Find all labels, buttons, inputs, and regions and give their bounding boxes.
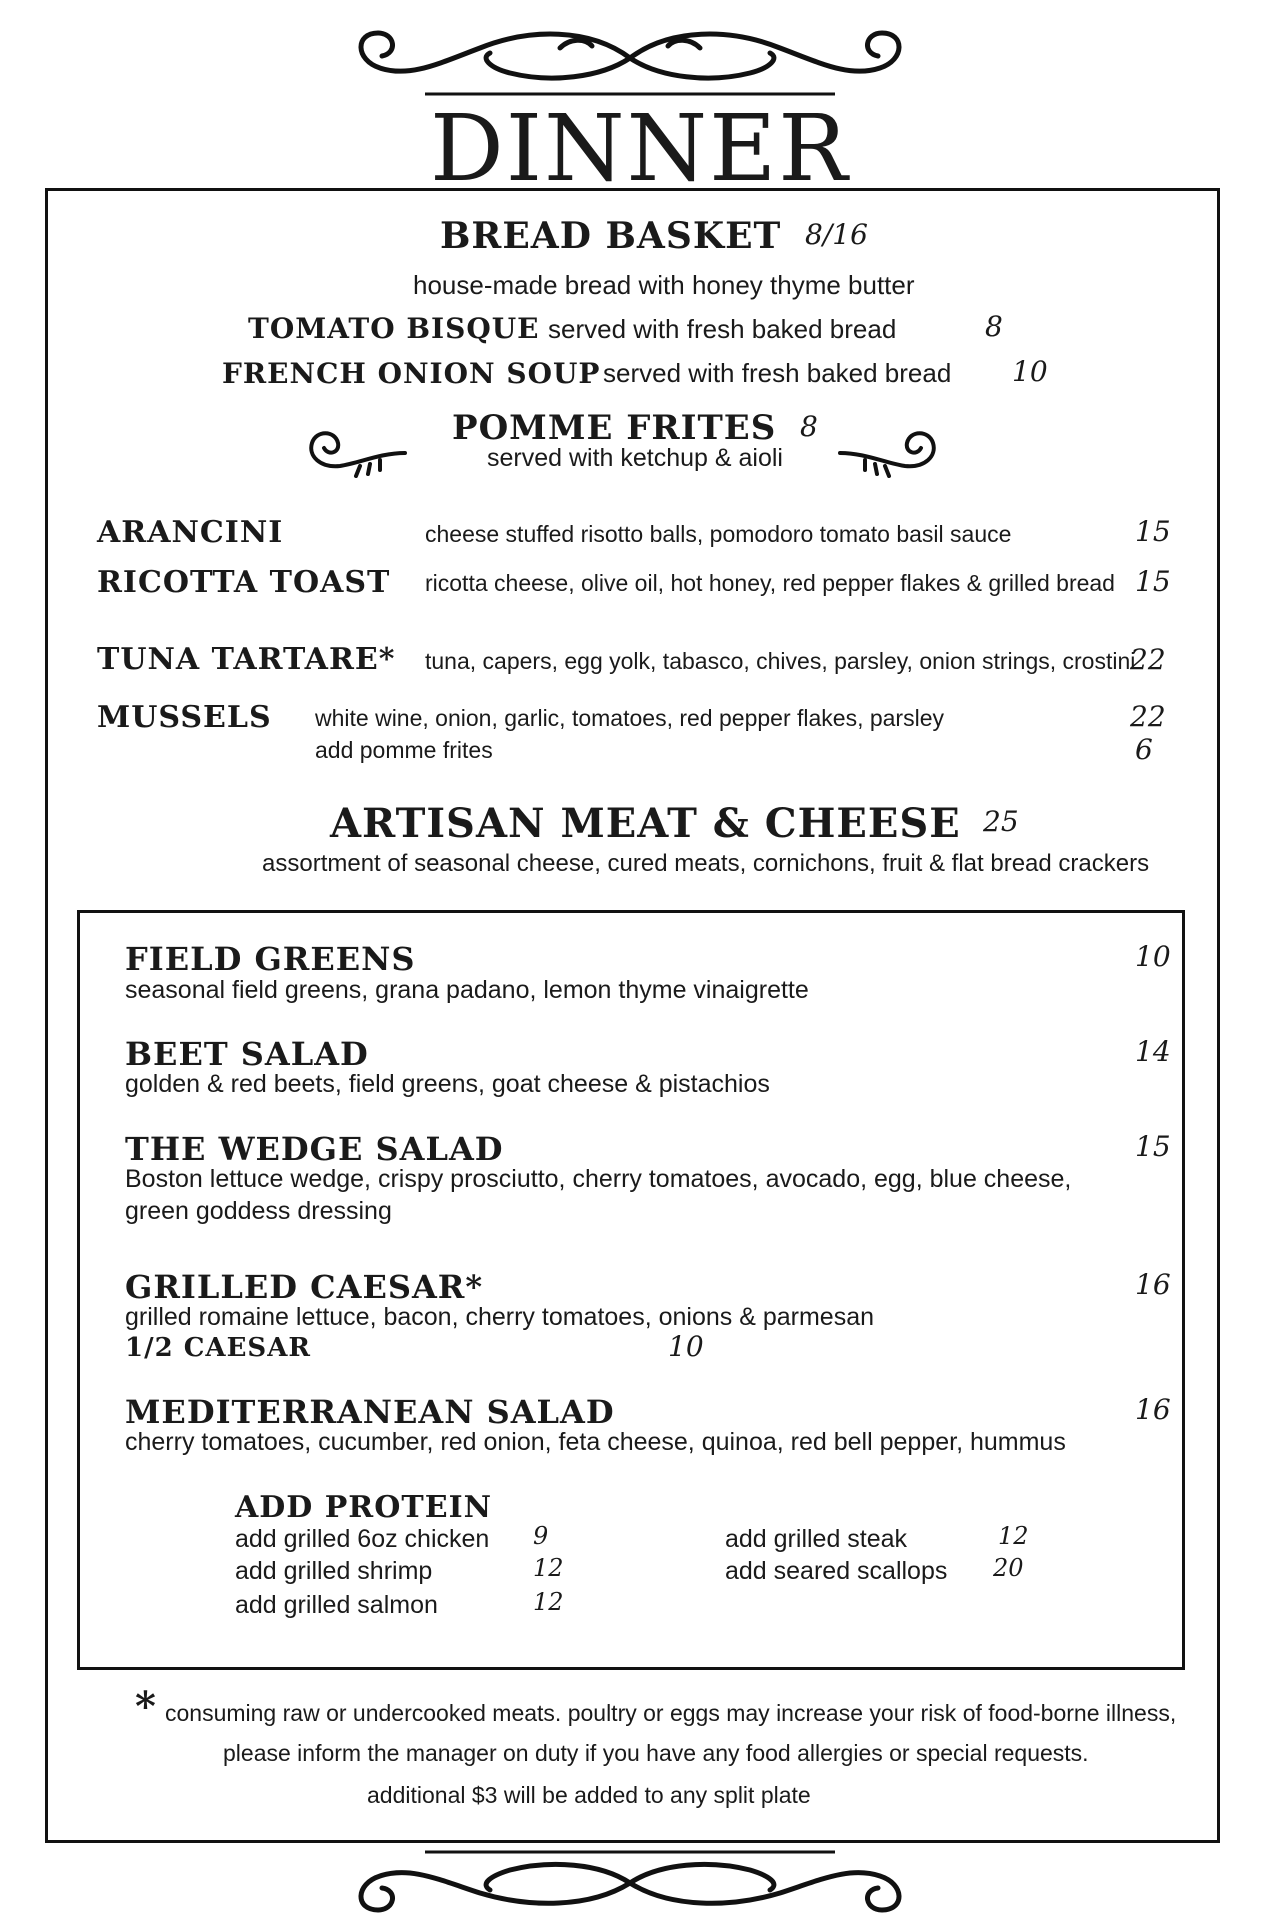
wedge-salad-price: 15 <box>1135 1130 1171 1163</box>
wedge-salad-desc-1: Boston lettuce wedge, crispy prosciutto, cherry tomatoes, avocado, egg, blue cheese, <box>125 1165 1072 1193</box>
bottom-ornament <box>330 1848 930 1918</box>
french-onion-name: FRENCH ONION SOUP <box>222 357 601 390</box>
footer-line-3: additional $3 will be added to any split plate <box>367 1782 811 1808</box>
ricotta-toast-desc: ricotta cheese, olive oil, hot honey, red pepper flakes & grilled bread <box>425 570 1115 596</box>
protein-steak: add grilled steak <box>725 1525 908 1553</box>
protein-chicken: add grilled 6oz chicken <box>235 1525 490 1553</box>
beet-salad-name: BEET SALAD <box>125 1035 369 1073</box>
artisan-price: 25 <box>983 805 1019 838</box>
wedge-salad-desc-2: green goddess dressing <box>125 1197 392 1225</box>
protein-shrimp-price: 12 <box>533 1554 564 1582</box>
tomato-bisque-price: 8 <box>985 310 1003 343</box>
field-greens-name: FIELD GREENS <box>125 940 416 978</box>
french-onion-desc: served with fresh baked bread <box>603 358 952 388</box>
arancini-price: 15 <box>1135 515 1171 548</box>
field-greens-price: 10 <box>1135 940 1171 973</box>
left-flourish <box>300 418 410 478</box>
bread-basket-price: 8/16 <box>805 218 868 251</box>
pomme-frites-name: POMME FRITES <box>452 408 777 448</box>
caesar-desc: grilled romaine lettuce, bacon, cherry tomatoes, onions & parmesan <box>125 1303 874 1331</box>
ricotta-toast-name: RICOTTA TOAST <box>97 565 391 600</box>
tuna-tartare-price: 22 <box>1130 643 1166 676</box>
add-protein-title: ADD PROTEIN <box>235 1490 493 1525</box>
mediterranean-price: 16 <box>1135 1393 1171 1426</box>
footer-line-2: please inform the manager on duty if you have any food allergies or special requests. <box>223 1740 1089 1766</box>
bread-basket-name: BREAD BASKET <box>440 215 782 257</box>
arancini-desc: cheese stuffed risotto balls, pomodoro tomato basil sauce <box>425 521 1012 547</box>
mediterranean-desc: cherry tomatoes, cucumber, red onion, feta cheese, quinoa, red bell pepper, hummus <box>125 1428 1066 1456</box>
mussels-name: MUSSELS <box>97 700 272 735</box>
protein-salmon: add grilled salmon <box>235 1591 438 1619</box>
protein-salmon-price: 12 <box>533 1588 564 1616</box>
caesar-price: 16 <box>1135 1268 1171 1301</box>
protein-steak-price: 12 <box>998 1522 1029 1550</box>
protein-chicken-price: 9 <box>533 1522 549 1550</box>
footer-asterisk: * <box>135 1683 156 1730</box>
french-onion-price: 10 <box>1012 355 1048 388</box>
pomme-frites-price: 8 <box>800 410 818 443</box>
beet-salad-price: 14 <box>1135 1035 1171 1068</box>
top-ornament <box>330 18 930 98</box>
tomato-bisque-name: TOMATO BISQUE <box>248 312 540 345</box>
half-caesar-name: 1/2 CAESAR <box>125 1333 311 1363</box>
half-caesar-price: 10 <box>668 1330 704 1363</box>
caesar-name: GRILLED CAESAR* <box>125 1268 484 1306</box>
bread-basket-desc: house-made bread with honey thyme butter <box>413 270 915 300</box>
footer-line-1: consuming raw or undercooked meats. poultry or eggs may increase your risk of food-borne illness, <box>165 1700 1177 1726</box>
artisan-name: ARTISAN MEAT & CHEESE <box>330 800 961 847</box>
mediterranean-name: MEDITERRANEAN SALAD <box>125 1393 615 1431</box>
tomato-bisque-desc: served with fresh baked bread <box>548 314 897 344</box>
right-flourish <box>835 418 945 478</box>
tuna-tartare-desc: tuna, capers, egg yolk, tabasco, chives, parsley, onion strings, crostini <box>425 648 1136 674</box>
beet-salad-desc: golden & red beets, field greens, goat cheese & pistachios <box>125 1070 770 1098</box>
protein-scallops: add seared scallops <box>725 1557 948 1585</box>
arancini-name: ARANCINI <box>97 515 284 550</box>
mussels-addon-price: 6 <box>1135 733 1153 766</box>
wedge-salad-name: THE WEDGE SALAD <box>125 1130 504 1168</box>
mussels-addon: add pomme frites <box>315 737 493 763</box>
ricotta-toast-price: 15 <box>1135 565 1171 598</box>
mussels-desc: white wine, onion, garlic, tomatoes, red pepper flakes, parsley <box>315 705 944 731</box>
page-title: DINNER <box>430 95 850 202</box>
tuna-tartare-name: TUNA TARTARE* <box>97 642 396 677</box>
artisan-desc: assortment of seasonal cheese, cured meats, cornichons, fruit & flat bread crackers <box>262 850 1150 877</box>
mussels-price: 22 <box>1130 700 1166 733</box>
protein-shrimp: add grilled shrimp <box>235 1557 433 1585</box>
protein-scallops-price: 20 <box>993 1554 1024 1582</box>
field-greens-desc: seasonal field greens, grana padano, lemon thyme vinaigrette <box>125 976 809 1004</box>
pomme-frites-desc: served with ketchup & aioli <box>487 444 783 472</box>
